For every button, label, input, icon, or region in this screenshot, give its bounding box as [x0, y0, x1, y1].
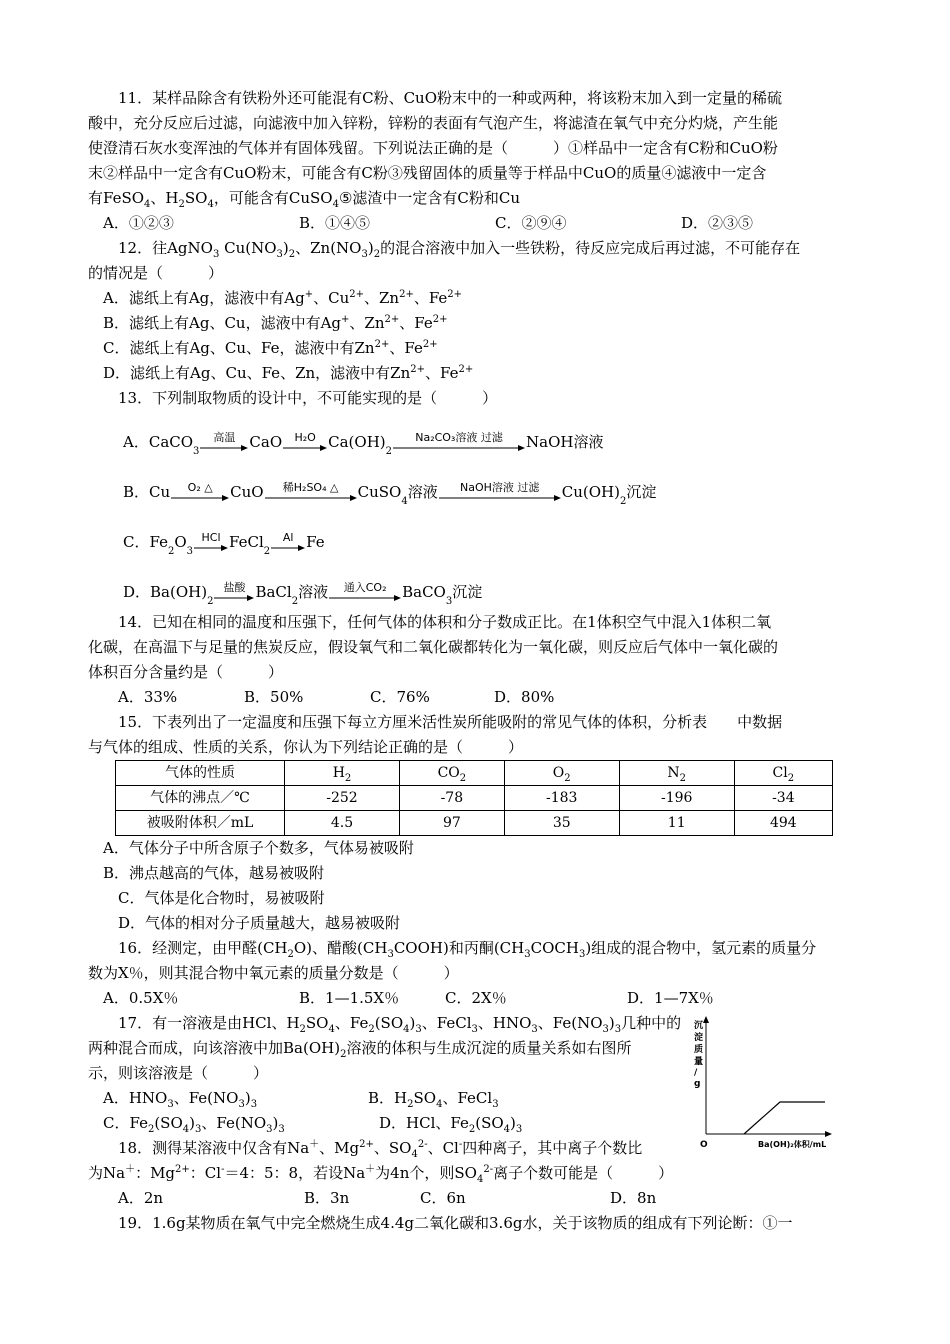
- option-c: C．滤纸上有Ag、Cu、Fe，滤液中有$Zn^{2+}$、$Fe^{2+}$: [103, 339, 438, 357]
- option-c: C．$Fe_2(SO_4)_3$、$Fe(NO_3)_3$: [103, 1114, 285, 1135]
- y-axis-arrow: [703, 1016, 709, 1023]
- table-cell: -196: [619, 786, 734, 811]
- question-12: [88, 236, 863, 386]
- option-a: A．2n: [118, 1189, 164, 1207]
- q11-options: [88, 211, 863, 236]
- q18-line: 为Na＋：$Mg^{2+}$：Cl-＝4：5：8，若设Na＋为4n个，则$SO_4^{2-}$离子个数可能是（ ）: [88, 1164, 674, 1185]
- precipitate-curve: [744, 1102, 825, 1134]
- option-b: B．滤纸上有Ag、Cu，滤液中有Ag+、$Zn^{2+}$、$Fe^{2+}$: [103, 314, 448, 332]
- q19-line: 19．1.6g某物质在氧气中完全燃烧生成4.4g二氧化碳和3.6g水，关于该物质的组成有下列论断：①一: [118, 1214, 793, 1232]
- graph-ylabel-char: /: [694, 1068, 698, 1078]
- option-c: C．2X％: [445, 989, 507, 1007]
- question-11: [88, 86, 863, 236]
- table-cell: $N_2$: [619, 761, 734, 786]
- table-cell: 494: [734, 811, 832, 836]
- question-14: [88, 610, 863, 710]
- q13-title: 13．下列制取物质的设计中，不可能实现的是（ ）: [118, 389, 498, 407]
- table-cell: -78: [399, 786, 504, 811]
- option-d: D．气体的相对分子质量越大，越易被吸附: [118, 914, 401, 932]
- option-b: B．1—1.5X％: [299, 989, 400, 1007]
- question-13: [88, 386, 863, 607]
- option-d: D．1—7X％: [627, 989, 714, 1007]
- table-cell: -183: [504, 786, 619, 811]
- option-d: D．HCl、$Fe_2(SO_4)_3$: [379, 1114, 523, 1135]
- option-b: B．沸点越高的气体，越易被吸附: [103, 864, 325, 882]
- table-row: [116, 811, 833, 836]
- q16-line: 数为X％，则其混合物中氧元素的质量分数是（ ）: [88, 964, 459, 982]
- q11-line: 有FeSO$_4$、$H_2SO_4$，可能含有CuSO$_4$⑤滤渣中一定含有C粉和Cu: [88, 189, 521, 210]
- graph-ylabel-char: 量: [694, 1057, 704, 1067]
- option-a: A．0.5X％: [103, 989, 179, 1007]
- q11-line: 酸中，充分反应后过滤，向滤液中加入锌粉，锌粉的表面有气泡产生，将滤渣在氧气中充分灼烧，产生能: [88, 114, 779, 132]
- table-cell: 97: [399, 811, 504, 836]
- reaction-arrow: 盐酸: [214, 581, 254, 602]
- precipitate-graph: [694, 1016, 860, 1151]
- option-d: D．80%: [494, 688, 555, 706]
- graph-xlabel: Ba(OH)₂体积/mL: [758, 1140, 827, 1149]
- option-c: C．气体是化合物时，易被吸附: [118, 889, 325, 907]
- q15-line: 与气体的组成、性质的关系，你认为下列结论正确的是（ ）: [88, 738, 524, 756]
- q17-line: 17．有一溶液是由HCl、$H_2SO_4$、$Fe_2(SO_4)_3$、FeCl$_3$、$HNO_3$、$Fe(NO_3)_3$几种中的: [118, 1014, 682, 1035]
- option-a: A．气体分子中所含原子个数多，气体易被吸附: [103, 839, 414, 857]
- x-axis-arrow: [825, 1131, 832, 1137]
- option-d: D． Ba(OH) 2 盐酸 BaCl 2 溶液 通入CO₂ BaCO 3 沉淀: [123, 581, 483, 607]
- table-cell: 气体的沸点／℃: [116, 786, 285, 811]
- option-b: B． Cu O₂ △ CuO 稀H₂SO₄ △ CuSO 4 溶液 NaOH溶液 过滤 Cu(OH) 2 沉淀: [123, 481, 657, 507]
- q11-line: 使澄清石灰水变浑浊的气体并有固体残留。下列说法正确的是（ ）①样品中一定含有C粉和CuO粉: [88, 139, 778, 157]
- option-c: C．②⑨④: [495, 214, 567, 232]
- table-cell: 气体的性质: [116, 761, 285, 786]
- q18-options: [88, 1186, 863, 1211]
- reaction-arrow: HCl: [194, 531, 228, 552]
- table-cell: $H_2$: [285, 761, 400, 786]
- q17-line: 示，则该溶液是（ ）: [88, 1064, 269, 1082]
- q14-line: 体积百分含量约是（ ）: [88, 663, 284, 681]
- q14-options: [88, 685, 863, 710]
- reaction-arrow: O₂ △: [171, 481, 229, 502]
- table-row: [116, 786, 833, 811]
- q16-options: [88, 986, 863, 1011]
- graph-origin: O: [700, 1140, 708, 1150]
- q16-line: 16．经测定，由甲醛$(CH_2O)$、醋酸$(CH_3COOH)$和丙酮$(CH_3COCH_3)$组成的混合物中，氢元素的质量分: [118, 939, 817, 960]
- reaction-arrow: 高温: [200, 431, 248, 452]
- graph-ylabel-char: g: [694, 1079, 701, 1089]
- reaction-arrow: 通入CO₂: [329, 581, 401, 602]
- question-16: [88, 936, 863, 1011]
- table-cell: $CO_2$: [399, 761, 504, 786]
- option-b: B．$H_2SO_4$、FeCl$_3$: [368, 1089, 499, 1110]
- table-cell: $Cl_2$: [734, 761, 832, 786]
- q14-line: 14．已知在相同的温度和压强下，任何气体的体积和分子数成正比。在1体积空气中混入1体积二氧: [118, 613, 772, 631]
- reaction-arrow: H₂O: [283, 431, 327, 452]
- table-cell: -34: [734, 786, 832, 811]
- option-b: B．①④⑤: [299, 214, 371, 232]
- q12-line: 12．往AgNO$_3$ $Cu(NO_3)_2$、$Zn(NO_3)_2$的混合溶液中加入一些铁粉，待反应完成后再过滤，不可能存在: [118, 239, 801, 260]
- graph-ylabel-char: 沉: [694, 1021, 704, 1031]
- question-19: [88, 1211, 863, 1236]
- q12-line: 的情况是（ ）: [88, 264, 224, 282]
- table-cell: 被吸附体积／mL: [116, 811, 285, 836]
- option-d: D．滤纸上有Ag、Cu、Fe、Zn，滤液中有$Zn^{2+}$、$Fe^{2+}$: [103, 364, 474, 382]
- table-cell: 4.5: [285, 811, 400, 836]
- reaction-arrow: Al: [271, 531, 305, 552]
- reaction-arrow: NaOH溶液 过滤: [439, 481, 561, 502]
- option-c: C． Fe 2 O 3 HCl FeCl 2 Al Fe: [123, 531, 325, 557]
- option-a: A．滤纸上有Ag，滤液中有Ag+、$Cu^{2+}$、$Zn^{2+}$、$Fe^{2+}$: [103, 289, 463, 307]
- option-b: B．50%: [244, 688, 304, 706]
- gas-adsorption-table: [115, 760, 833, 836]
- q18-line: 18．测得某溶液中仅含有Na＋、$Mg^{2+}$、$SO_4^{2-}$、Cl-四种离子，其中离子个数比: [118, 1139, 643, 1160]
- option-d: D．②③⑤: [681, 214, 754, 232]
- option-c: C．76%: [370, 688, 430, 706]
- option-a: A．①②③: [103, 214, 174, 232]
- table-cell: $O_2$: [504, 761, 619, 786]
- q11-line: 11．某样品除含有铁粉外还可能混有C粉、CuO粉末中的一种或两种，将该粉末加入到一定量的稀硫: [118, 89, 783, 107]
- table-header-row: [116, 761, 833, 786]
- option-a: A．33%: [118, 688, 178, 706]
- q14-line: 化碳，在高温下与足量的焦炭反应，假设氧气和二氧化碳都转化为一氧化碳，则反应后气体中一氧化碳的: [88, 638, 779, 656]
- table-cell: 11: [619, 811, 734, 836]
- table-cell: 35: [504, 811, 619, 836]
- option-b: B．3n: [304, 1189, 350, 1207]
- option-a: A． CaCO 3 高温 CaO H₂O Ca(OH) 2 Na₂CO₃溶液 过滤 NaOH溶液: [123, 431, 604, 457]
- q11-line: 末②样品中一定含有CuO粉末，可能含有C粉③残留固体的质量等于样品中CuO的质量④滤液中一定含: [88, 164, 767, 182]
- table-cell: -252: [285, 786, 400, 811]
- option-a: A．$HNO_3$、$Fe(NO_3)_3$: [103, 1089, 258, 1110]
- option-d: D．8n: [610, 1189, 657, 1207]
- q17-line: 两种混合而成，向该溶液中加$Ba(OH)_2$溶液的体积与生成沉淀的质量关系如右图所: [88, 1039, 632, 1060]
- graph-ylabel-char: 淀: [694, 1033, 704, 1043]
- graph-ylabel-char: 质: [694, 1045, 704, 1055]
- reaction-arrow: 稀H₂SO₄ △: [265, 481, 357, 502]
- question-15: [88, 710, 863, 936]
- reaction-arrow: Na₂CO₃溶液 过滤: [393, 431, 525, 452]
- q15-line: 15．下表列出了一定温度和压强下每立方厘米活性炭所能吸附的常见气体的体积，分析表 中数据: [118, 713, 783, 731]
- option-c: C．6n: [420, 1189, 466, 1207]
